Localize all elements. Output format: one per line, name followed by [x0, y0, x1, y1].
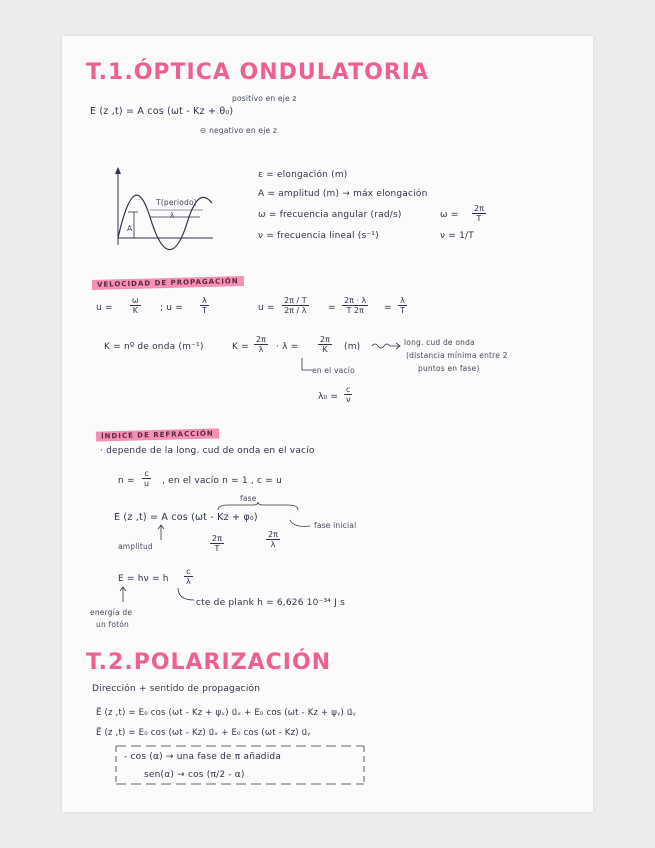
u-frac-3: $\frac{2\pi / T}{2\pi / \lambda}$	[284, 296, 307, 315]
equals-2: =	[384, 303, 392, 313]
photon-arrow	[118, 586, 128, 602]
def-amplitude: A = amplitud (m) → máx elongación	[258, 189, 428, 199]
phase-brace	[218, 504, 298, 510]
omega-fraction: $\frac{2\pi}{T}$	[474, 204, 484, 223]
n-fraction: $\frac{c}{u}$	[144, 469, 150, 488]
refraction-bullet: · depende de la long. cud de onda en el vacío	[100, 446, 315, 456]
lambda-eq: · λ =	[276, 342, 299, 352]
k-fraction: $\frac{2\pi}{\lambda}$	[256, 335, 266, 354]
photon-energy-label-1: energía de	[90, 608, 133, 617]
def-elongation: ε = elongación (m)	[258, 170, 348, 180]
n-vacuum-note: , en el vacío n = 1 , c = u	[162, 476, 282, 486]
identity-sin: sen(α) → cos (π/2 - α)	[144, 770, 245, 780]
note-negative-axis: ⊖ negativo en eje z	[200, 126, 278, 135]
u-frac-2: $\frac{\lambda}{T}$	[202, 296, 207, 315]
vacuum-label: en el vacío	[312, 366, 355, 375]
n-eq: n =	[118, 476, 135, 486]
nu-eq: ν = 1/T	[440, 231, 474, 241]
u-eq-2: ; u =	[160, 303, 183, 313]
lambda-unit: (m)	[344, 342, 361, 352]
section-2-title: T.2.POLARIZACIÓN	[86, 650, 332, 675]
equals-1: =	[328, 303, 336, 313]
u-eq-3: u =	[258, 303, 275, 313]
photon-energy-eq: E = hν = h	[118, 574, 169, 584]
wavelength-note-1: long. cud de onda	[404, 338, 475, 347]
photon-energy-fraction: $\frac{c}{\lambda}$	[186, 567, 191, 586]
initial-phase-label: fase inicial	[314, 521, 357, 530]
planck-constant: cte de plank h = 6,626 10⁻³⁴ J s	[196, 598, 345, 608]
identity-cos: - cos (α) → una fase de π añadida	[124, 752, 282, 762]
direction-label: Dirección + sentido de propagación	[92, 684, 261, 694]
velocity-heading: VELOCIDAD DE PROPAGACIÓN	[92, 276, 244, 290]
angular-freq-fraction: $\frac{2\pi}{T}$	[212, 534, 222, 553]
squiggle-arrow	[372, 342, 402, 350]
wavelength-note-2: (distancia mínima entre 2	[406, 351, 508, 360]
lambda-fraction: $\frac{2\pi}{K}$	[320, 335, 330, 354]
amplitude-arrow	[156, 524, 166, 540]
amplitude-label: amplitud	[118, 542, 153, 551]
u-frac-5: $\frac{\lambda}{T}$	[400, 296, 405, 315]
omega-eq: ω =	[440, 210, 459, 220]
u-eq-1: u =	[96, 303, 113, 313]
lambda0-fraction: $\frac{c}{\nu}$	[346, 385, 351, 404]
graph-lambda-label: λ	[170, 211, 175, 220]
notebook-page	[62, 36, 593, 812]
phase-wave-equation: E (z ,t) = A cos (ωt - Kz + φ₀)	[114, 512, 258, 523]
k-eq: K =	[232, 342, 249, 352]
wavelength-note-3: puntos en fase)	[418, 364, 480, 373]
u-frac-4: $\frac{2\pi \cdot \lambda}{T 2\pi}$	[344, 296, 367, 315]
polarization-eq-1: E⃗ (z ,t) = E₀ cos (ωt - Kz + ψₓ) u⃗ₓ + E₀ cos (ωt - Kz + ψᵧ) u⃗ᵧ	[96, 708, 356, 718]
def-linear-frequency: ν = frecuencia lineal (s⁻¹)	[258, 231, 379, 241]
note-positive-axis: positivo en eje z	[232, 94, 297, 103]
wave-graph	[108, 165, 218, 255]
wave-equation: E (z ,t) = A cos (ωt - Kz + θ₀)	[90, 106, 234, 117]
def-angular-frequency: ω = frecuencia angular (rad/s)	[258, 210, 402, 220]
phase-label: fase	[240, 494, 257, 503]
phase-initial-arrow	[290, 520, 312, 530]
lambda0-eq: λ₀ =	[318, 392, 339, 402]
refraction-heading: ÍNDICE DE REFRACCIÓN	[96, 428, 219, 441]
planck-arrow	[176, 588, 196, 604]
wave-number-fraction: $\frac{2\pi}{\lambda}$	[268, 530, 278, 549]
graph-period-label: T(periodo)	[156, 198, 197, 207]
section-1-title: T.1.ÓPTICA ONDULATORIA	[86, 60, 429, 85]
photon-energy-label-2: un fotón	[96, 620, 130, 629]
u-frac-1: $\frac{\omega}{K}$	[132, 296, 139, 315]
graph-amplitude-label: A	[127, 224, 133, 233]
polarization-eq-2: E⃗ (z ,t) = E₀ cos (ωt - Kz) u⃗ₓ + E₀ cos (ωt - Kz) u⃗ᵧ	[96, 728, 311, 738]
wave-number-def: K = nº de onda (m⁻¹)	[104, 342, 204, 352]
